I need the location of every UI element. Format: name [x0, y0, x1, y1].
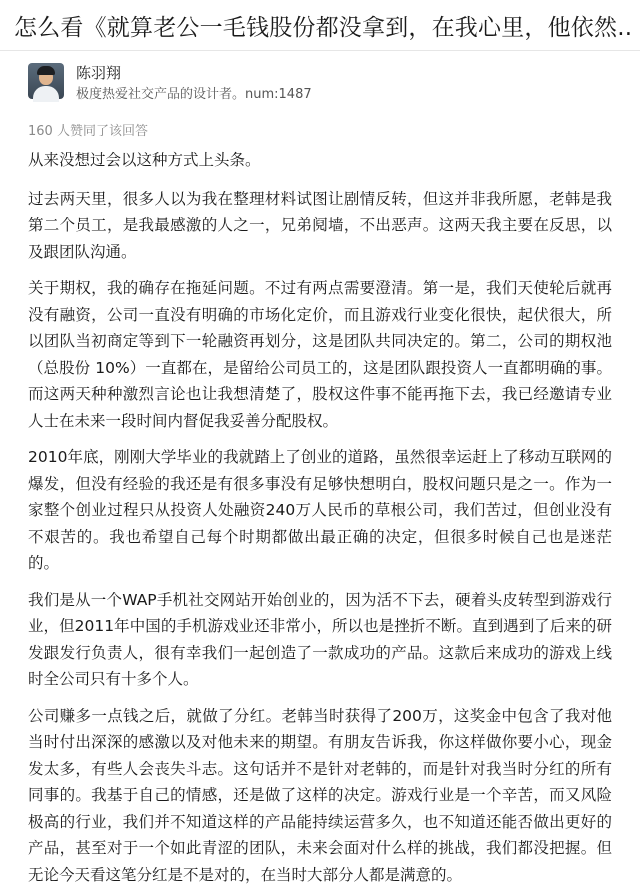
author-info — [76, 63, 312, 103]
question-title[interactable]: 怎么看《就算老公一毛钱股份都没拿到，在我心里，他依然.. — [14, 9, 632, 42]
avatar[interactable] — [28, 63, 64, 99]
avatar-shirt — [33, 86, 59, 102]
question-header — [0, 0, 640, 51]
author-bio: 极度热爱社交产品的设计者。num:1487 — [76, 87, 312, 103]
answer-card — [0, 51, 640, 888]
avatar-hair — [37, 66, 55, 75]
upvote-count: 160 人赞同了该回答 — [28, 120, 612, 139]
answer-paragraph: 过去两天里，很多人以为我在整理材料试图让剧情反转，但这并非我所愿，老韩是我第二个员工，是我最感激的人之一，兄弟阋墙，不出恶声。这两天我主要在反思，以及跟团队沟通。 — [28, 186, 612, 266]
answer-paragraph: 关于期权，我的确存在拖延问题。不过有两点需要澄清。第一是，我们天使轮后就再没有融资，公司一直没有明确的市场化定价，而且游戏行业变化很快，起伏很大，所以团队当初商定等到下一轮融资再划分，这是团队共同决定的。第二，公司的期权池（总股份 10%）一直都在，是留给公司员工的，这是团队跟投资人一直都明确的事。而这两天种种激烈言论也让我想清楚了，股权这件事不能再拖下去，我已经邀请专业人士在未来一段时间内督促我妥善分配股权。 — [28, 275, 612, 434]
author-block — [28, 63, 612, 103]
answer-paragraph: 公司赚多一点钱之后，就做了分红。老韩当时获得了200万，这奖金中包含了我对他当时付出深深的感激以及对他未来的期望。有朋友告诉我，你这样做你要小心，现金发太多，有些人会丧失斗志。这句话并不是针对老韩的，而是针对我当时分红的所有同事的。我基于自己的情感，还是做了这样的决定。游戏行业是一个辛苦，而又风险极高的行业，我们并不知道这样的产品能持续运营多久，也不知道还能否做出更好的产品，甚至对于一个如此青涩的团队，未来会面对什么样的挑战，我们都没把握。但无论今天看这笔分红是不是对的，在当时大部分人都是满意的。 — [28, 703, 612, 888]
answer-paragraph: 2010年底，刚刚大学毕业的我就踏上了创业的道路，虽然很幸运赶上了移动互联网的爆发，但没有经验的我还是有很多事没有足够快想明白，股权问题只是之一。作为一家整个创业过程只从投资人处融资240万人民币的草根公司，我们苦过，但创业没有不艰苦的。我也希望自己每个时期都做出最正确的决定，但很多时候自己也是迷茫的。 — [28, 444, 612, 577]
answer-paragraph: 从来没想过会以这种方式上头条。 — [28, 147, 612, 174]
author-name[interactable]: 陈羽翔 — [76, 64, 312, 83]
answer-body — [28, 147, 612, 888]
answer-paragraph: 我们是从一个WAP手机社交网站开始创业的，因为活不下去，硬着头皮转型到游戏行业，但2011年中国的手机游戏业还非常小，所以也是挫折不断。直到遇到了后来的研发跟发行负责人，很有幸我们一起创造了一款成功的产品。这款后来成功的游戏上线时全公司只有十多个人。 — [28, 587, 612, 693]
